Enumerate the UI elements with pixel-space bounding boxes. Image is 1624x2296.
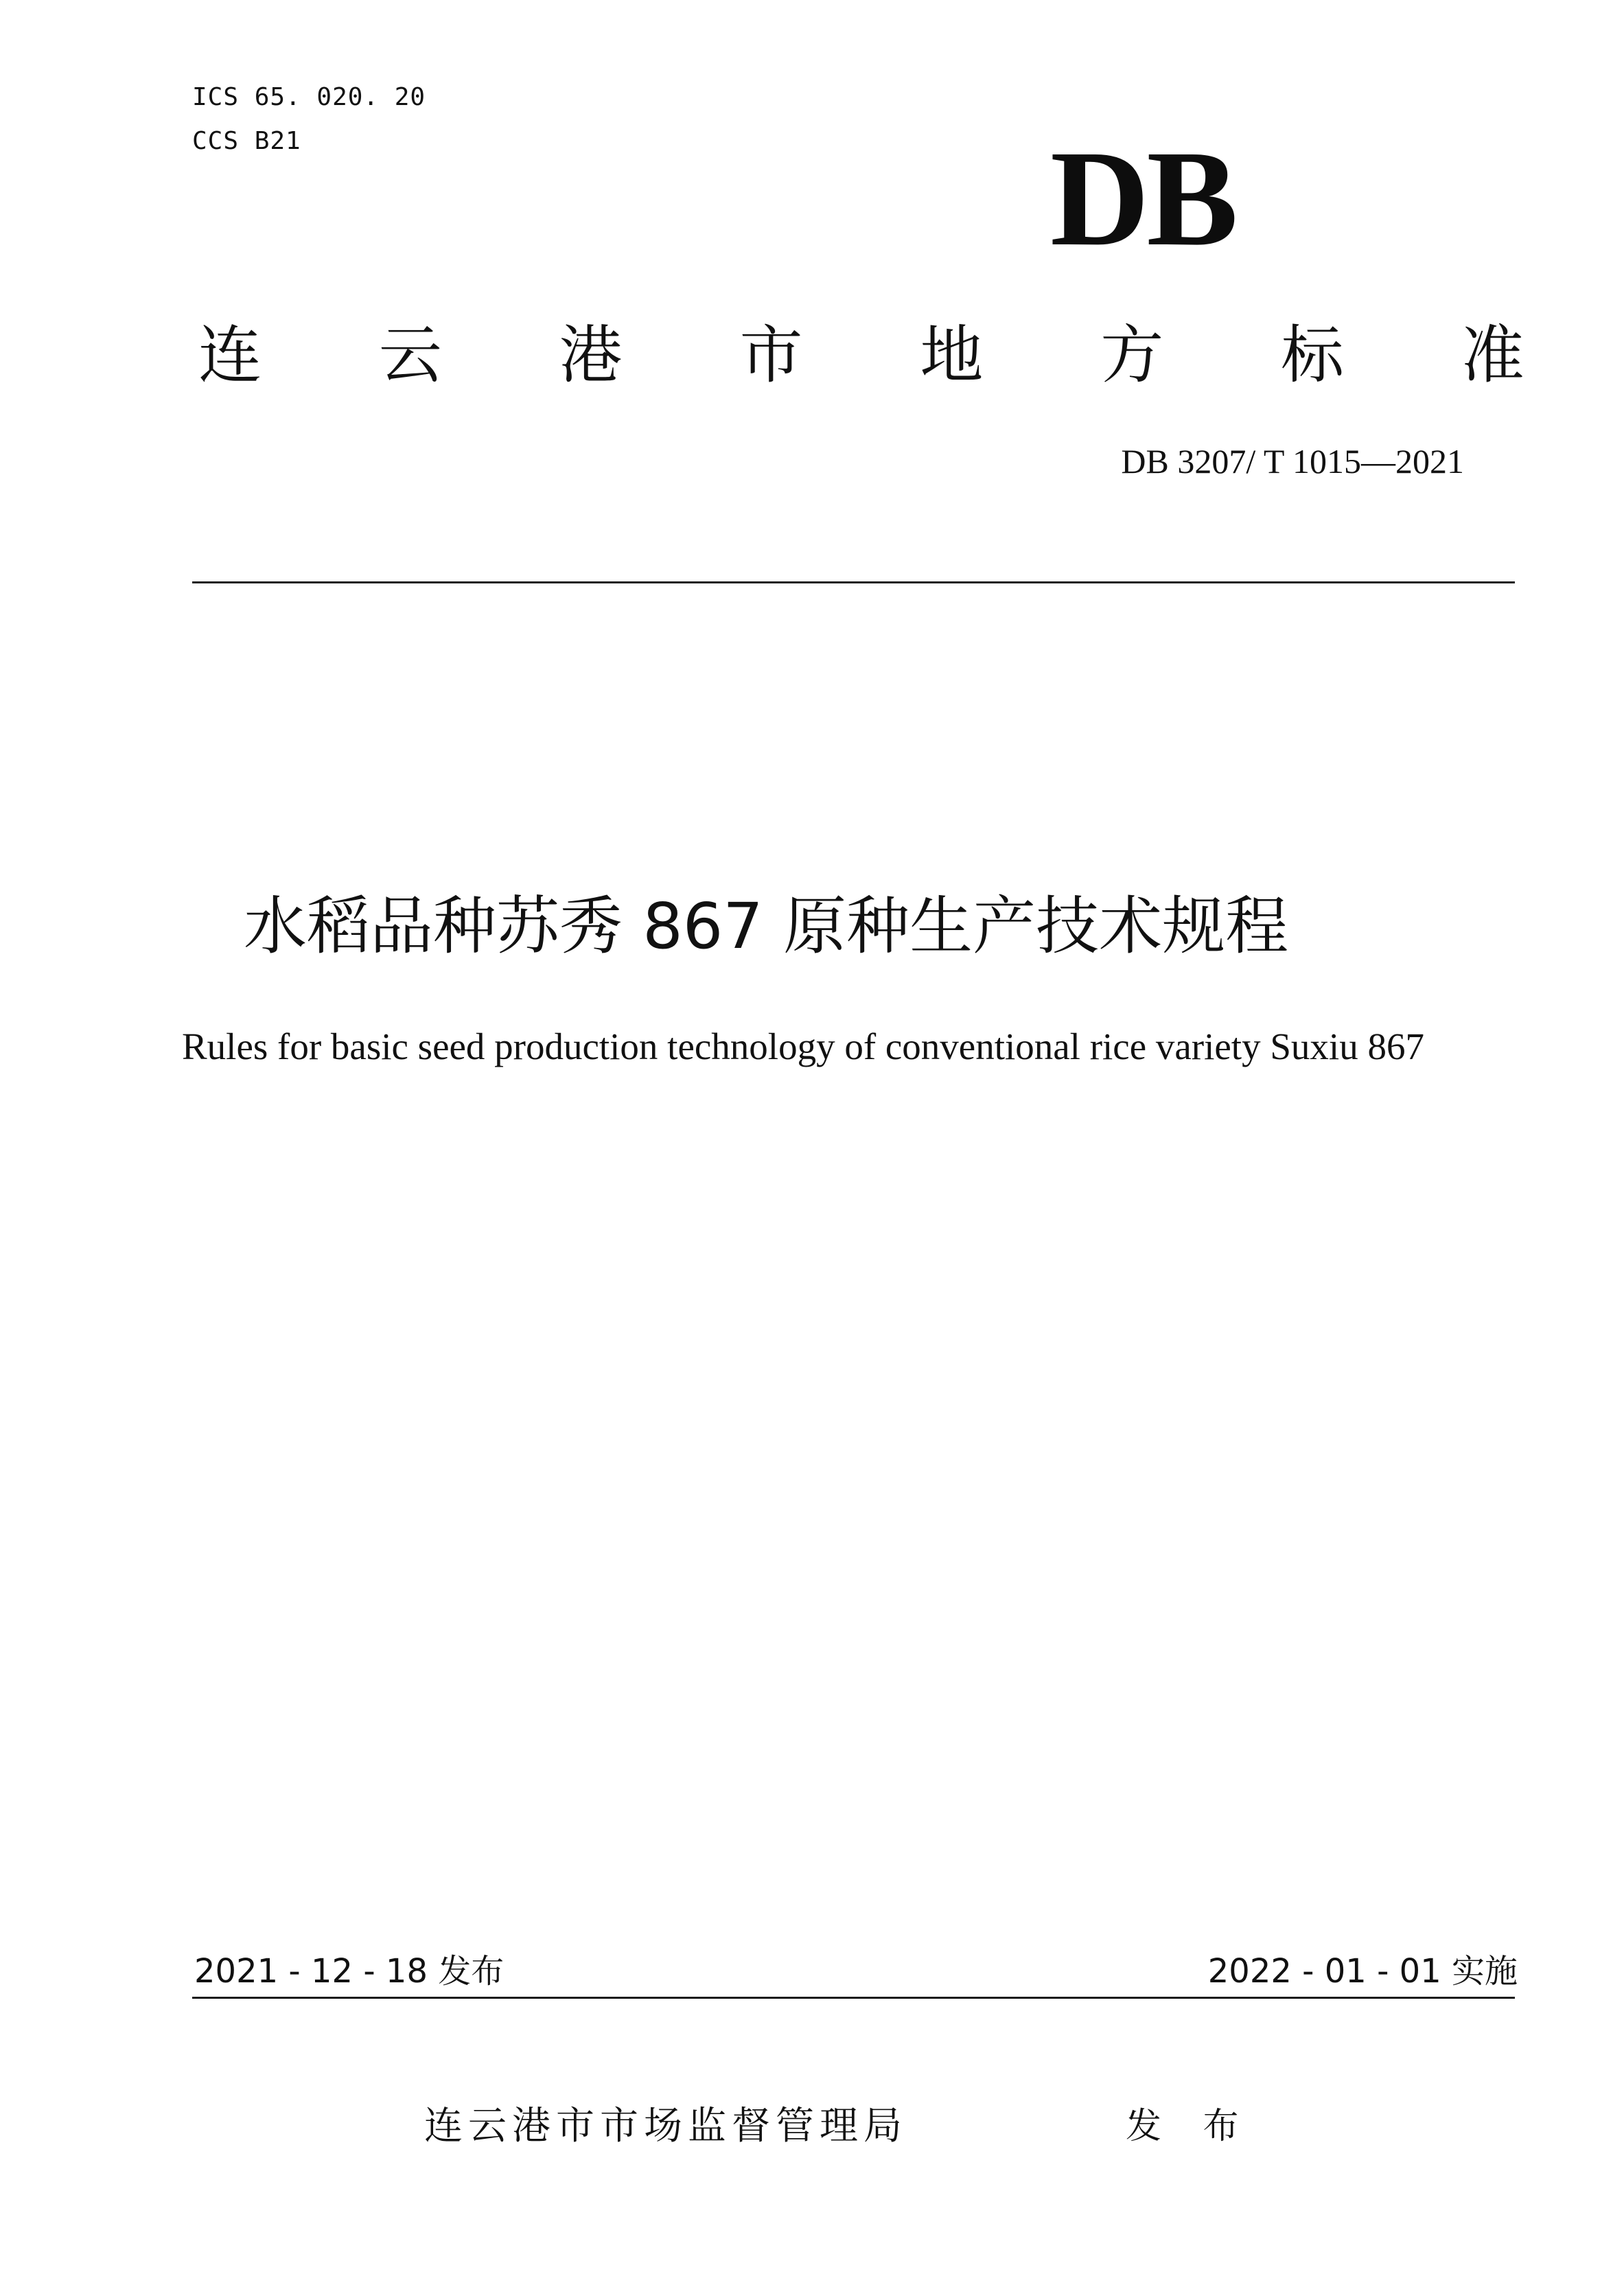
publish-label: 发 布 [1126, 2106, 1254, 2147]
standard-type-char: 市 [739, 318, 803, 392]
implementation-date: 2022 - 01 - 01 实施 [1207, 1952, 1518, 1991]
standard-type-char: 港 [559, 318, 623, 392]
db-logo: DB [1050, 123, 1236, 275]
standard-number: DB 3207/ T 1015—2021 [1121, 442, 1464, 480]
standard-type-char: 连 [198, 318, 262, 392]
issue-date: 2021 - 12 - 18 发布 [194, 1952, 504, 1991]
bottom-divider [192, 1997, 1515, 1999]
top-divider [192, 581, 1515, 583]
ics-code: ICS 65. 020. 20 [192, 83, 426, 111]
ccs-code: CCS B21 [192, 127, 301, 155]
standard-type-char: 标 [1281, 318, 1345, 392]
standard-type-char: 方 [1100, 318, 1164, 392]
standard-type-char: 准 [1461, 318, 1524, 392]
standard-type-char: 云 [378, 318, 442, 392]
issuing-authority: 连云港市市场监督管理局 [424, 2104, 907, 2148]
document-title-chinese: 水稻品种苏秀 867 原种生产技术规程 [244, 890, 1289, 963]
standard-type-heading [192, 314, 1531, 397]
standard-type-char: 地 [920, 318, 984, 392]
document-title-english: Rules for basic seed production technology of conventional rice variety Suxiu 867 [182, 1025, 1424, 1067]
